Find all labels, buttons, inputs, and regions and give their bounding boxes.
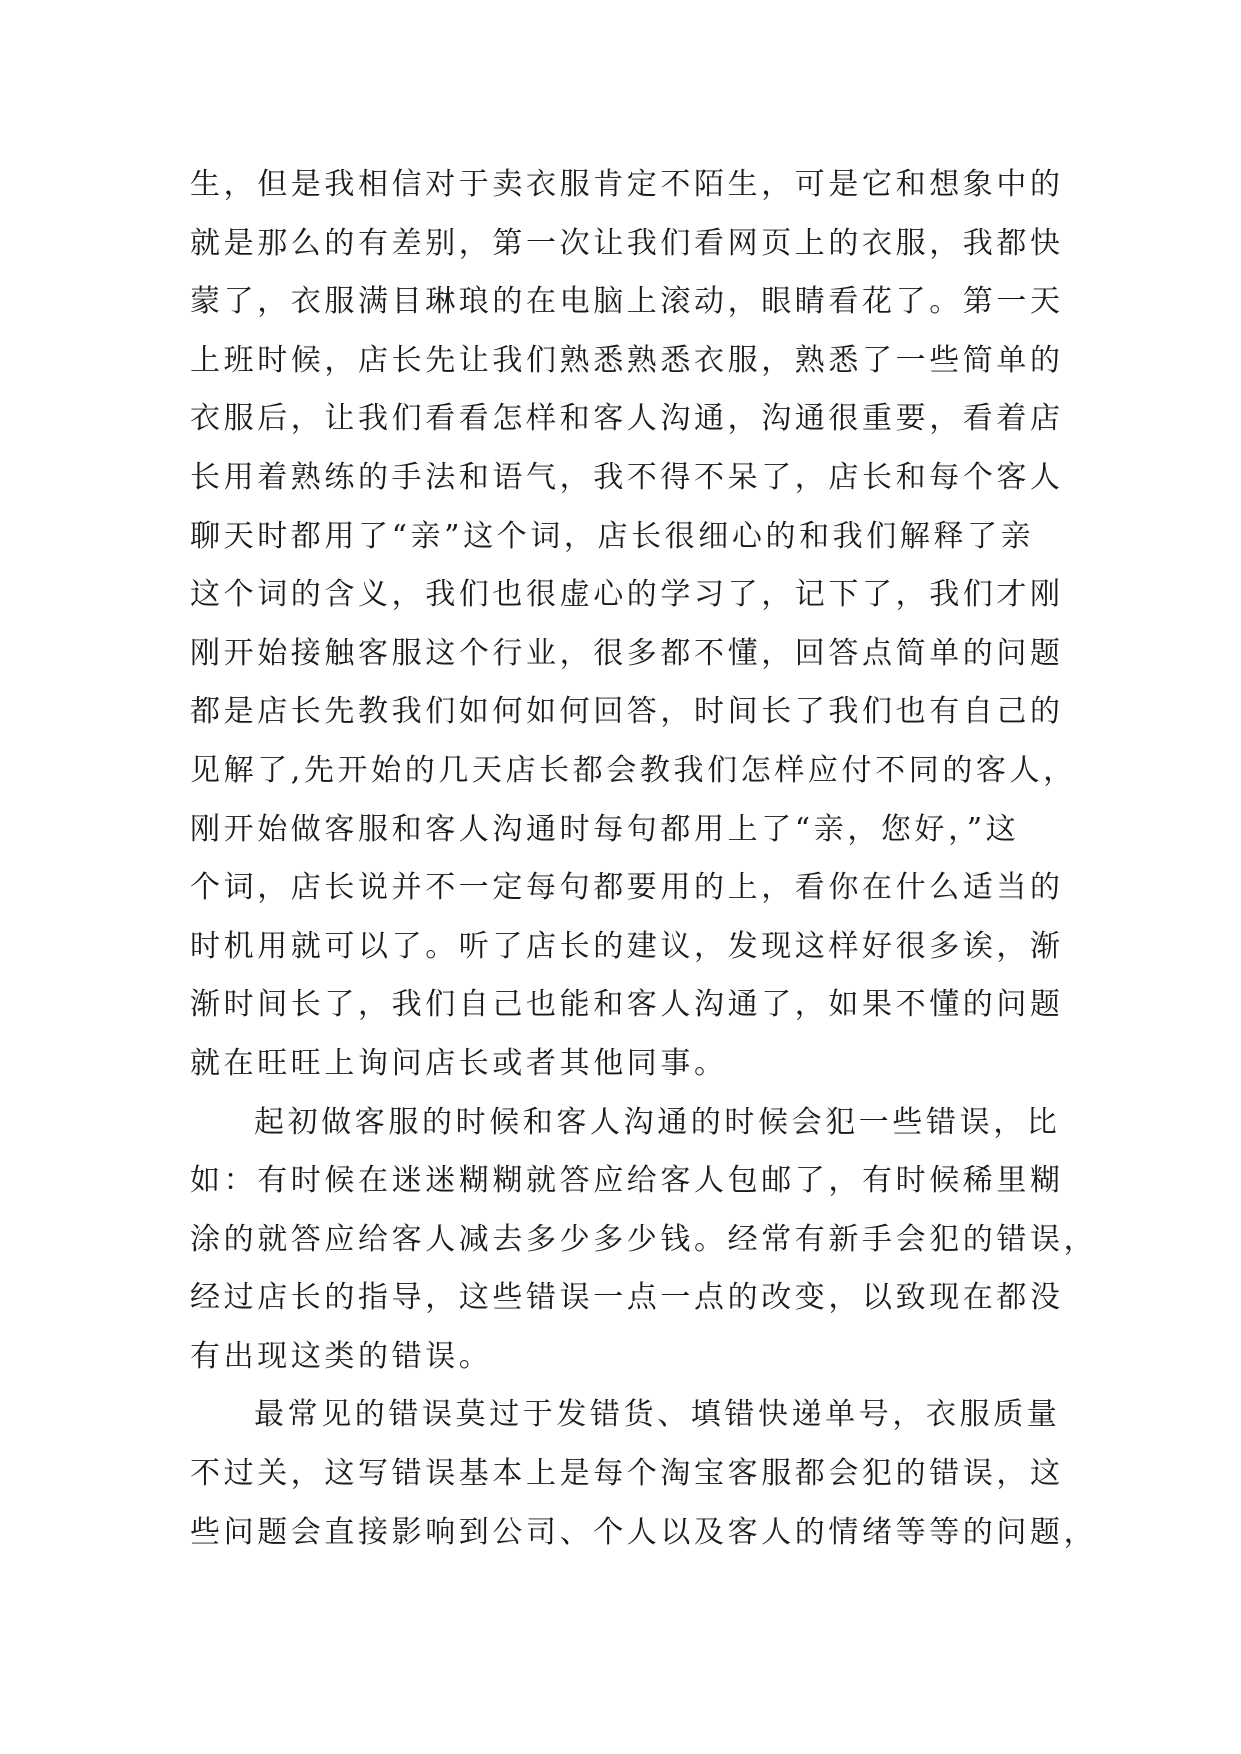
paragraph-start-line: 最常见的错误莫过于发错货、填错快递单号，衣服质量 xyxy=(254,1397,1061,1433)
text-line: 刚开始接触客服这个行业，很多都不懂，回答点简单的问题 xyxy=(190,635,1064,671)
text-line: 长用着熟练的手法和语气，我不得不呆了，店长和每个客人 xyxy=(190,459,1064,495)
text-line: 不过关，这写错误基本上是每个淘宝客服都会犯的错误，这 xyxy=(190,1456,1064,1492)
text-line: 这个词的含义，我们也很虚心的学习了，记下了，我们才刚 xyxy=(190,577,1064,613)
text-line: 涂的就答应给客人减去多少多少钱。经常有新手会犯的错误， xyxy=(190,1221,1098,1257)
text-line: 衣服后，让我们看看怎样和客人沟通，沟通很重要，看着店 xyxy=(190,401,1064,437)
body-text xyxy=(190,156,1098,1562)
text-line: 刚开始做客服和客人沟通时每句都用上了“亲，您好，”这 xyxy=(190,811,1020,847)
text-line: 见解了,先开始的几天店长都会教我们怎样应付不同的客人， xyxy=(190,752,1077,788)
paragraph-start-line: 起初做客服的时候和客人沟通的时候会犯一些错误，比 xyxy=(254,1104,1061,1140)
text-line: 如：有时候在迷迷糊糊就答应给客人包邮了，有时候稀里糊 xyxy=(190,1163,1064,1199)
text-line: 个词，店长说并不一定每句都要用的上，看你在什么适当的 xyxy=(190,870,1064,906)
text-line: 时机用就可以了。听了店长的建议，发现这样好很多诶，渐 xyxy=(190,928,1064,964)
text-line: 些问题会直接影响到公司、个人以及客人的情绪等等的问题， xyxy=(190,1514,1098,1550)
text-line: 生，但是我相信对于卖衣服肯定不陌生，可是它和想象中的 xyxy=(190,167,1064,202)
text-line: 有出现这类的错误。 xyxy=(190,1338,493,1374)
text-line: 聊天时都用了“亲”这个词，店长很细心的和我们解释了亲 xyxy=(190,518,1035,554)
text-line: 都是店长先教我们如何如何回答，时间长了我们也有自己的 xyxy=(190,694,1064,730)
text-line: 经过店长的指导，这些错误一点一点的改变，以致现在都没 xyxy=(190,1280,1064,1316)
text-line: 就是那么的有差别，第一次让我们看网页上的衣服，我都快 xyxy=(190,225,1064,261)
text-line: 渐时间长了，我们自己也能和客人沟通了，如果不懂的问题 xyxy=(190,987,1064,1023)
text-line: 上班时候，店长先让我们熟悉熟悉衣服，熟悉了一些简单的 xyxy=(190,342,1064,378)
text-line: 蒙了，衣服满目琳琅的在电脑上滚动，眼睛看花了。第一天 xyxy=(190,284,1064,320)
text-line: 就在旺旺上询问店长或者其他同事。 xyxy=(190,1045,728,1081)
